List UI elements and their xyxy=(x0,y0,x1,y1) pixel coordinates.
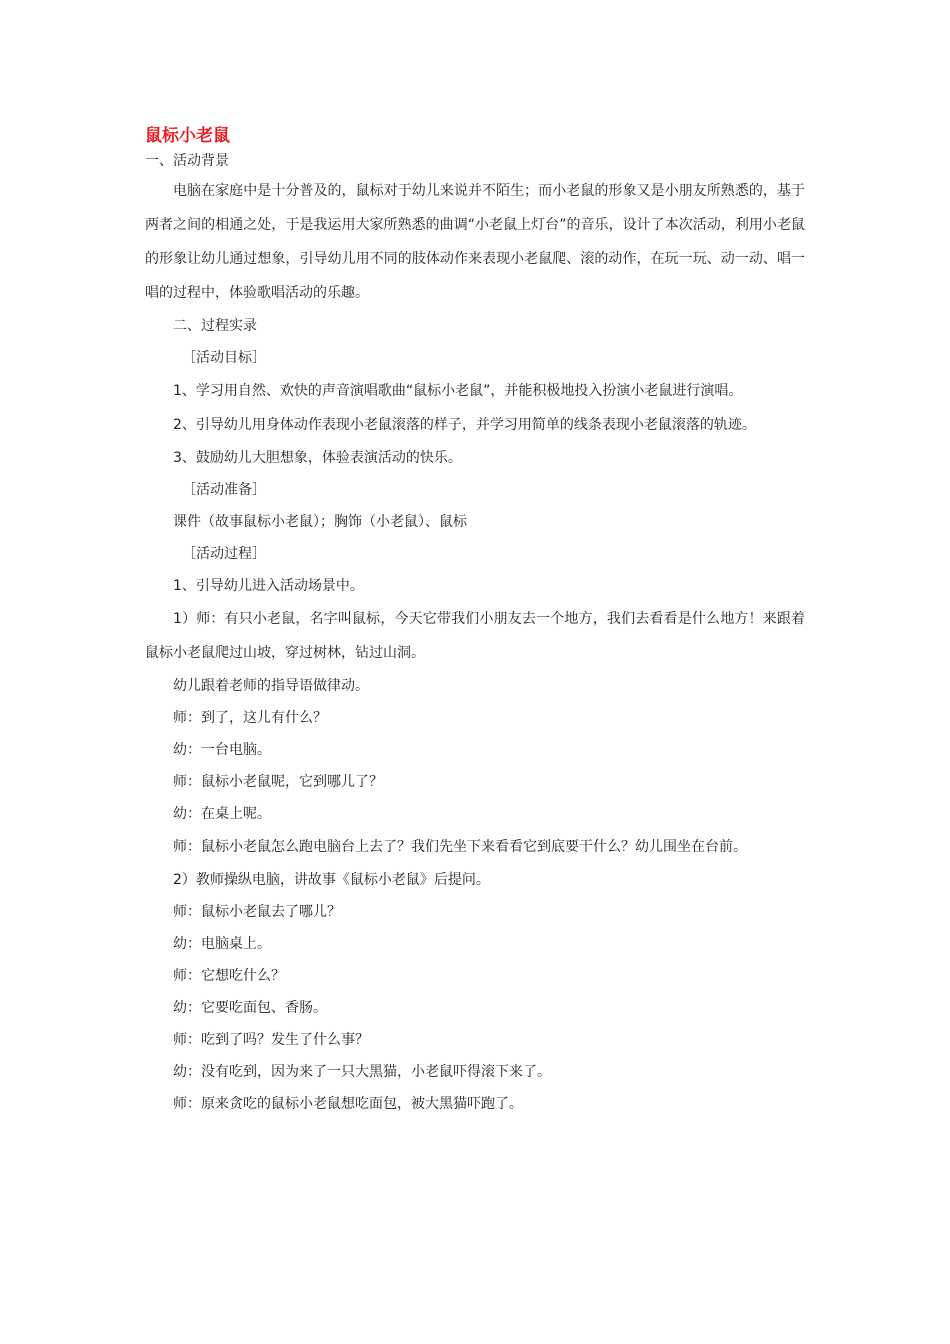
process-substep: 2）教师操纵电脑，讲故事《鼠标小老鼠》后提问。 xyxy=(173,872,490,888)
background-paragraph: 电脑在家庭中是十分普及的，鼠标对于幼儿来说并不陌生；而小老鼠的形象又是小朋友所熟悉的，基于两者之间的相通之处，于是我运用大家所熟悉的曲调“小老鼠上灯台”的音乐，设计了本次活动，利用小老鼠的形象让幼儿通过想象，引导幼儿用不同的肢体动作来表现小老鼠爬、滚的动作，在玩一玩、动一动、唱一唱的过程中，体验歌唱活动的乐趣。 xyxy=(145,183,805,301)
dialogue-line: 幼儿跟着老师的指导语做律动。 xyxy=(173,678,369,694)
goals-heading: ［活动目标］ xyxy=(182,350,266,366)
dialogue-line: 幼：电脑桌上。 xyxy=(173,936,271,952)
dialogue-line: 幼：没有吃到，因为来了一只大黑猫，小老鼠吓得滚下来了。 xyxy=(173,1064,551,1080)
section-heading-process: 二、过程实录 xyxy=(173,318,257,334)
process-substep: 1）师：有只小老鼠，名字叫鼠标，今天它带我们小朋友去一个地方，我们去看看是什么地方！来跟着鼠标小老鼠爬过山坡，穿过树林，钻过山洞。 xyxy=(145,611,805,661)
dialogue-line: 师：鼠标小老鼠去了哪儿？ xyxy=(173,904,341,920)
dialogue-line: 师：它想吃什么？ xyxy=(173,968,285,984)
goal-item: 3、鼓励幼儿大胆想象，体验表演活动的快乐。 xyxy=(173,450,462,466)
dialogue-line: 师：鼠标小老鼠怎么跑电脑台上去了？我们先坐下来看看它到底要干什么？幼儿围坐在台前。 xyxy=(173,839,747,855)
process-heading: ［活动过程］ xyxy=(182,546,266,562)
prep-text: 课件（故事鼠标小老鼠）；胸饰（小老鼠）、鼠标 xyxy=(173,514,467,530)
dialogue-line: 师：鼠标小老鼠呢，它到哪儿了？ xyxy=(173,774,383,790)
process-step: 1、引导幼儿进入活动场景中。 xyxy=(173,578,364,594)
section-heading-background: 一、活动背景 xyxy=(145,153,229,169)
dialogue-line: 幼：一台电脑。 xyxy=(173,742,271,758)
prep-heading: ［活动准备］ xyxy=(182,482,266,498)
dialogue-line: 师：原来贪吃的鼠标小老鼠想吃面包，被大黑猫吓跑了。 xyxy=(173,1096,523,1112)
document-body xyxy=(145,126,805,1120)
dialogue-line: 师：吃到了吗？发生了什么事？ xyxy=(173,1032,369,1048)
dialogue-line: 幼：在桌上呢。 xyxy=(173,806,271,822)
dialogue-line: 幼：它要吃面包、香肠。 xyxy=(173,1000,327,1016)
dialogue-line: 师：到了，这儿有什么？ xyxy=(173,710,327,726)
goal-item: 1、学习用自然、欢快的声音演唱歌曲“鼠标小老鼠”，并能积极地投入扮演小老鼠进行演唱。 xyxy=(173,383,743,399)
document-title: 鼠标小老鼠 xyxy=(145,126,230,146)
goal-item: 2、引导幼儿用身体动作表现小老鼠滚落的样子，并学习用简单的线条表现小老鼠滚落的轨迹。 xyxy=(173,417,756,433)
